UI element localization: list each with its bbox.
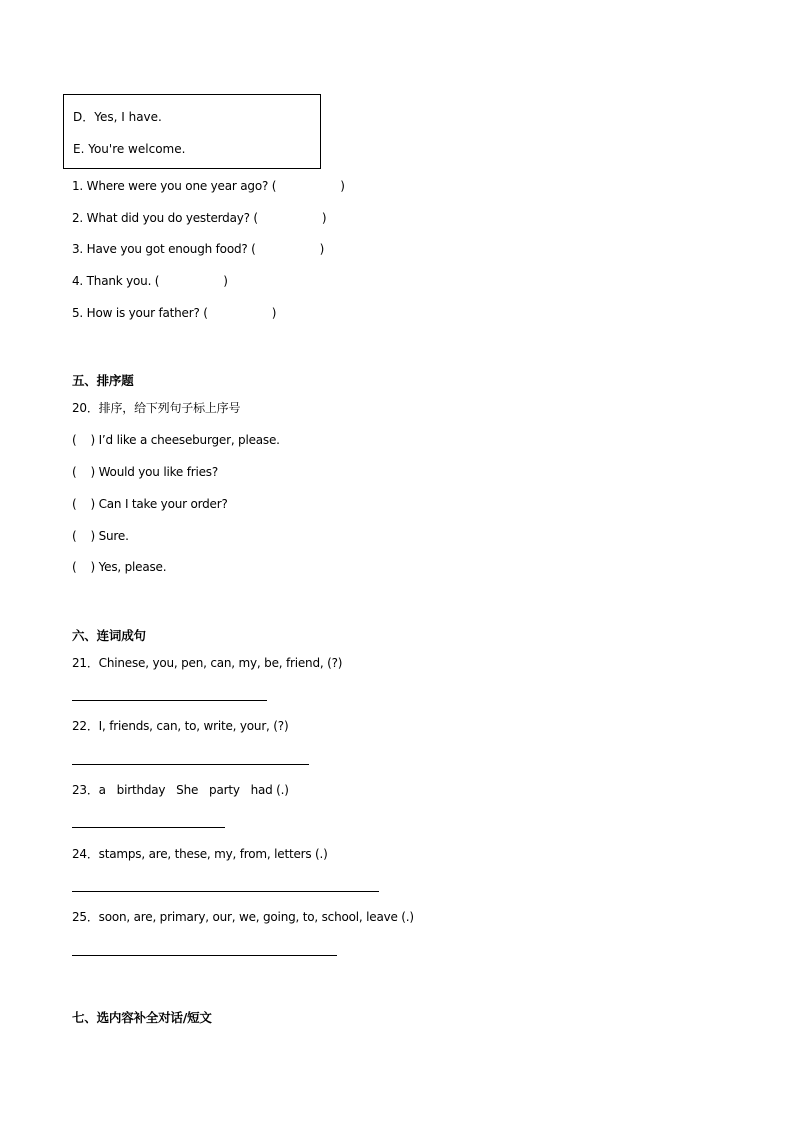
section6-heading: 六、连词成句: [72, 628, 146, 643]
order-item-5-close: ): [90, 560, 95, 574]
match-question-3-text: 3. Have you got enough food? (: [72, 242, 256, 256]
option-e: E. You're welcome.: [73, 142, 186, 156]
question-22: 22．I, friends, can, to, write, your, (?): [72, 719, 289, 733]
order-item-5: [72, 559, 166, 575]
answer-line-25[interactable]: [72, 955, 337, 956]
order-item-3-open: (: [72, 497, 77, 511]
match-question-5-close: ): [271, 306, 277, 320]
order-item-4-open: (: [72, 529, 77, 543]
question-25: 25．soon, are, primary, our, we, going, to, school, leave (.): [72, 910, 414, 924]
match-question-2: [72, 210, 326, 226]
order-item-4-text: Sure.: [98, 529, 129, 543]
order-item-1-open: (: [72, 433, 77, 447]
order-item-5-open: (: [72, 560, 77, 574]
order-item-2-close: ): [90, 465, 95, 479]
order-item-2-text: Would you like fries?: [98, 465, 219, 479]
question-20: 20．排序，给下列句子标上序号: [72, 401, 241, 415]
match-question-4-close: ): [223, 274, 228, 288]
section7-heading: 七、选内容补全对话/短文: [72, 1010, 212, 1025]
question-21: 21．Chinese, you, pen, can, my, be, friend, (?): [72, 656, 343, 670]
order-item-5-text: Yes, please.: [98, 560, 167, 574]
match-question-5-text: 5. How is your father? (: [72, 306, 208, 320]
order-item-3-close: ): [90, 497, 95, 511]
order-item-1: [72, 432, 280, 448]
match-question-1-text: 1. Where were you one year ago? (: [72, 179, 277, 193]
order-item-2-open: (: [72, 465, 77, 479]
section5-heading: 五、排序题: [72, 373, 134, 388]
match-question-2-text: 2. What did you do yesterday? (: [72, 211, 258, 225]
answer-line-22[interactable]: [72, 764, 309, 765]
match-question-1-close: ): [340, 179, 345, 193]
question-23: 23．a birthday She party had (.): [72, 783, 289, 797]
order-item-4: [72, 528, 129, 544]
answer-line-24[interactable]: [72, 891, 379, 892]
question-24: 24．stamps, are, these, my, from, letters (.): [72, 847, 328, 861]
options-box: [63, 94, 321, 169]
order-item-1-close: ): [90, 433, 95, 447]
match-question-4-text: 4. Thank you. (: [72, 274, 160, 288]
option-d: D．Yes, I have.: [73, 110, 162, 124]
order-item-2: [72, 464, 218, 480]
answer-line-21[interactable]: [72, 700, 267, 701]
match-question-5: [72, 305, 276, 321]
order-item-3-text: Can I take your order?: [98, 497, 228, 511]
order-item-1-text: I’d like a cheeseburger, please.: [98, 433, 280, 447]
match-question-3: [72, 241, 324, 257]
order-item-4-close: ): [90, 529, 95, 543]
match-question-1: [72, 178, 345, 194]
answer-line-23[interactable]: [72, 827, 225, 828]
order-item-3: [72, 496, 228, 512]
match-question-2-close: ): [321, 211, 327, 225]
match-question-3-close: ): [319, 242, 325, 256]
match-question-4: [72, 273, 228, 289]
